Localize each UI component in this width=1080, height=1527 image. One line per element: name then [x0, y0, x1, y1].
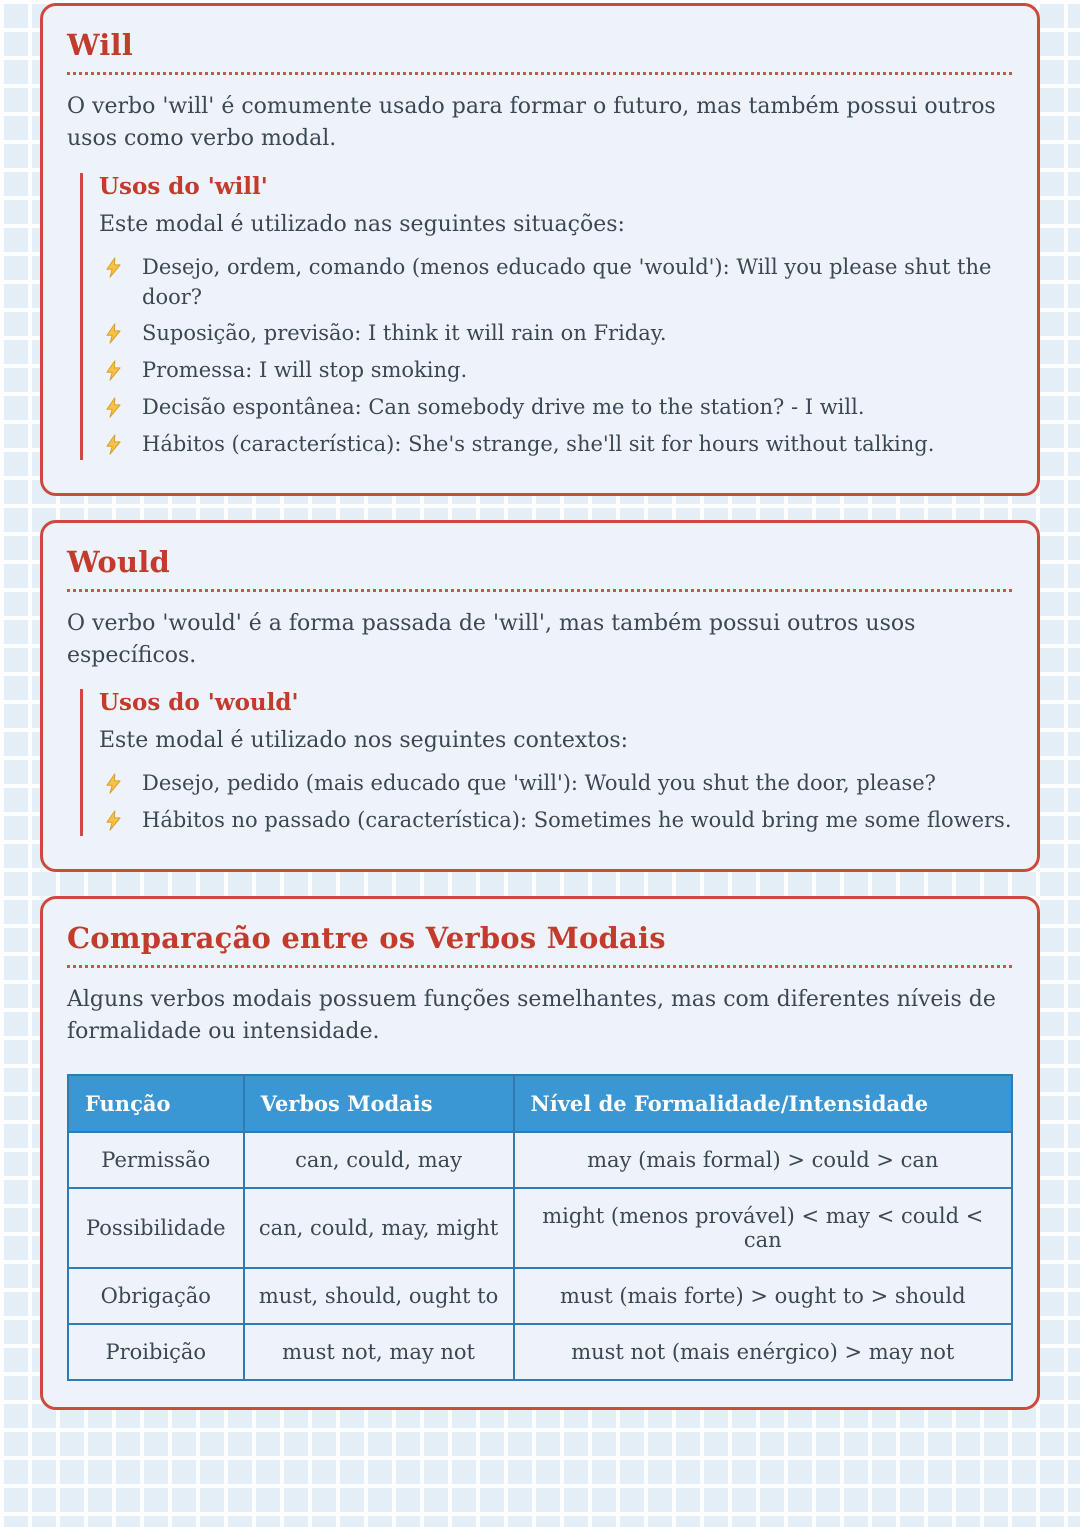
card-will-intro: O verbo 'will' é comumente usado para formar o futuro, mas também possui outros usos como verbo modal. — [67, 94, 996, 151]
lightning-icon — [103, 810, 124, 831]
lightning-icon — [103, 397, 124, 418]
card-comparacao-title: Comparação entre os Verbos Modais — [67, 921, 666, 956]
cell-funcao: Possibilidade — [68, 1188, 244, 1268]
cell-nivel: must (mais forte) > ought to > should — [514, 1268, 1012, 1324]
column-header-funcao: Função — [68, 1075, 244, 1132]
list-item-text: Hábitos (característica): She's strange, she'll sit for hours without talking. — [142, 431, 935, 456]
cell-verbos: must, should, ought to — [244, 1268, 514, 1324]
lightning-icon — [103, 257, 124, 278]
list-item-text: Hábitos no passado (característica): Sometimes he would bring me some flowers. — [142, 808, 1012, 833]
lightning-icon — [103, 773, 124, 794]
table-row — [68, 1132, 1012, 1188]
list-item-text: Desejo, ordem, comando (menos educado que 'would'): Will you please shut the door? — [142, 254, 992, 309]
cell-nivel: may (mais formal) > could > can — [514, 1132, 1012, 1188]
cell-verbos: can, could, may, might — [244, 1188, 514, 1268]
list-item — [99, 253, 1013, 313]
cell-nivel: must not (mais enérgico) > may not — [514, 1324, 1012, 1380]
table-row — [68, 1188, 1012, 1268]
list-item-text: Promessa: I will stop smoking. — [142, 358, 468, 383]
list-item-text: Decisão espontânea: Can somebody drive me to the station? - I will. — [142, 395, 865, 420]
lightning-icon — [103, 360, 124, 381]
column-header-nivel: Nível de Formalidade/Intensidade — [514, 1075, 1012, 1132]
subsection-heading: Usos do 'would' — [99, 689, 299, 717]
list-item — [99, 769, 1013, 799]
table-row — [68, 1324, 1012, 1380]
will-uses-list — [99, 253, 1013, 460]
card-would — [40, 520, 1040, 872]
card-would-title: Would — [67, 544, 170, 579]
cell-nivel: might (menos provável) < may < could < can — [514, 1188, 1012, 1268]
lightning-icon — [103, 434, 124, 455]
card-comparacao — [40, 896, 1040, 1410]
subsection-heading: Usos do 'will' — [99, 172, 268, 200]
list-item — [99, 319, 1013, 349]
subsection-lead: Este modal é utilizado nos seguintes contextos: — [99, 728, 629, 754]
cell-verbos: can, could, may — [244, 1132, 514, 1188]
list-item — [99, 806, 1013, 836]
lightning-icon — [103, 323, 124, 344]
subsection-usos-would — [80, 689, 1013, 836]
cell-funcao: Obrigação — [68, 1268, 244, 1324]
cell-funcao: Permissão — [68, 1132, 244, 1188]
list-item — [99, 393, 1013, 423]
subsection-usos-will — [80, 173, 1013, 460]
table-header-row — [68, 1075, 1012, 1132]
modal-verbs-comparison-table — [67, 1074, 1013, 1381]
dotted-divider — [67, 72, 1013, 75]
cell-funcao: Proibição — [68, 1324, 244, 1380]
card-will-title: Will — [67, 28, 133, 62]
subsection-lead: Este modal é utilizado nas seguintes situações: — [99, 211, 625, 237]
list-item — [99, 430, 1013, 460]
card-will — [40, 3, 1040, 496]
list-item-text: Desejo, pedido (mais educado que 'will'): Would you shut the door, please? — [142, 771, 936, 796]
card-comparacao-intro: Alguns verbos modais possuem funções semelhantes, mas com diferentes níveis de formalidade ou intensidade. — [67, 987, 996, 1044]
card-would-intro: O verbo 'would' é a forma passada de 'will', mas também possui outros usos específicos. — [67, 610, 916, 668]
dotted-divider — [67, 589, 1013, 592]
list-item — [99, 356, 1013, 386]
column-header-verbos-modais: Verbos Modais — [244, 1075, 514, 1132]
cell-verbos: must not, may not — [244, 1324, 514, 1380]
list-item-text: Suposição, previsão: I think it will rain on Friday. — [142, 321, 667, 346]
table-row — [68, 1268, 1012, 1324]
would-uses-list — [99, 769, 1013, 836]
dotted-divider — [67, 965, 1013, 968]
